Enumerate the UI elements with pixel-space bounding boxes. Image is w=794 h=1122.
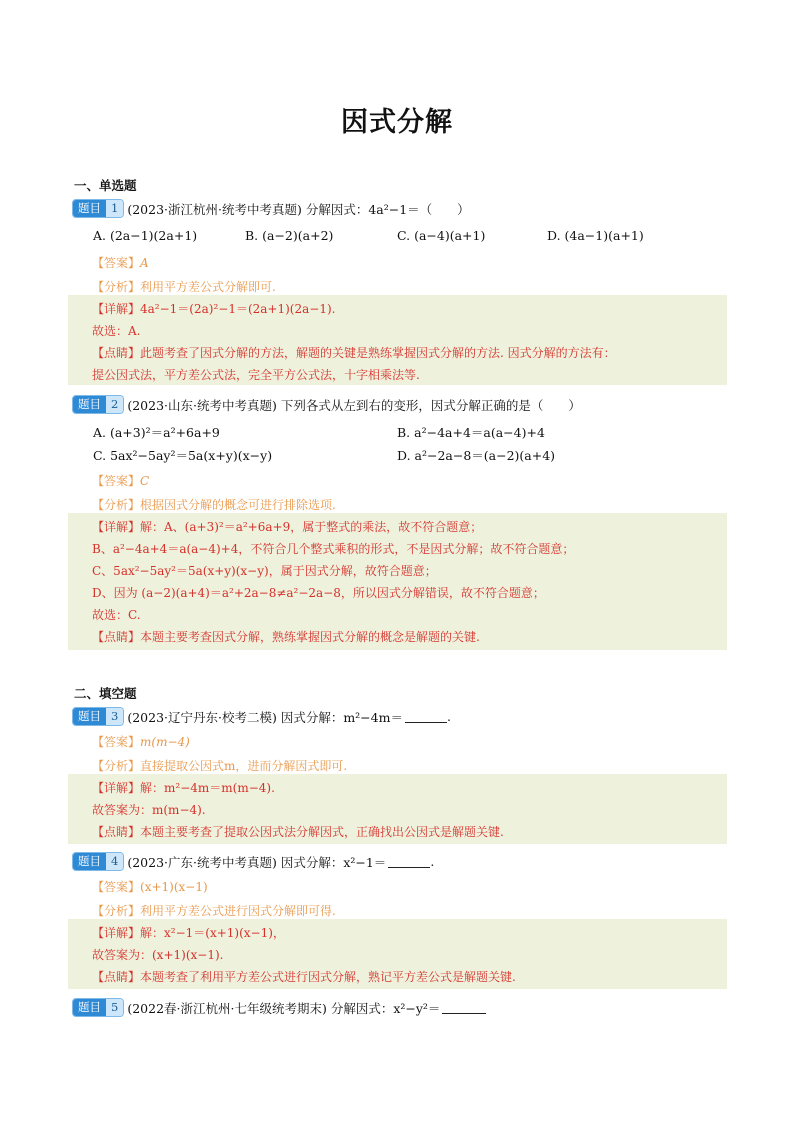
- question-badge: 题目 1: [72, 199, 124, 218]
- detail-line-b: B、a²−4a+4＝a(a−4)+4，不符合几个整式乘积的形式，不是因式分解；故不符合题意；: [92, 542, 575, 556]
- choose-line: 故选：C.: [92, 608, 141, 622]
- option-b: B. a²−4a+4＝a(a−4)+4: [397, 425, 545, 440]
- answer-line: 【答案】A: [92, 256, 149, 270]
- section-heading-single-choice: 一、单选题: [74, 178, 137, 193]
- answer-line: 【答案】m(m−4): [92, 735, 190, 749]
- question-2: [72, 395, 581, 414]
- answer-blank[interactable]: [442, 1002, 486, 1014]
- option-d: D. (4a−1)(a+1): [547, 228, 644, 243]
- comment-line: 【点睛】本题考查了利用平方差公式进行因式分解，熟记平方差公式是解题关键.: [92, 970, 516, 984]
- question-badge: 题目 5: [72, 998, 124, 1017]
- option-a: A. (a+3)²＝a²+6a+9: [93, 425, 220, 440]
- detail-line-c: C、5ax²−5ay²＝5a(x+y)(x−y)，属于因式分解，故符合题意；: [92, 564, 437, 578]
- detail-box: [68, 295, 727, 385]
- question-text: (2023·广东·统考中考真题) 因式分解：x²−1＝: [127, 854, 387, 870]
- question-1: [72, 199, 470, 218]
- question-4: 题目 4 (2023·广东·统考中考真题) 因式分解：x²−1＝ .: [72, 852, 434, 871]
- choose-line: 故选：A.: [92, 324, 141, 338]
- choose-line: 故答案为：(x+1)(x−1).: [92, 948, 224, 962]
- page-title: 因式分解: [341, 107, 453, 138]
- comment-line: 【点睛】本题主要考查了提取公因式法分解因式，正确找出公因式是解题关键.: [92, 825, 504, 839]
- choose-line: 故答案为：m(m−4).: [92, 803, 206, 817]
- option-c: C. 5ax²−5ay²＝5a(x+y)(x−y): [93, 448, 273, 463]
- detail-box: [68, 774, 727, 844]
- comment-line: 【点睛】本题主要考查因式分解，熟练掌握因式分解的概念是解题的关键.: [92, 630, 480, 644]
- detail-line: 【详解】4a²−1＝(2a)²−1＝(2a+1)(2a−1).: [92, 302, 336, 316]
- question-text: (2022春·浙江杭州·七年级统考期末) 分解因式：x²−y²＝: [127, 1000, 441, 1016]
- detail-box: [68, 919, 727, 989]
- detail-line: 【详解】解：x²−1＝(x+1)(x−1)，: [92, 926, 285, 940]
- comment-line-2: 提公因式法，平方差公式法，完全平方公式法，十字相乘法等.: [92, 368, 420, 382]
- analysis-line: 【分析】利用平方差公式进行因式分解即可得.: [92, 904, 336, 918]
- analysis-line: 【分析】利用平方差公式分解即可.: [92, 280, 276, 294]
- answer-line: 【答案】(x+1)(x−1): [92, 880, 208, 894]
- question-text: (2023·山东·统考中考真题) 下列各式从左到右的变形，因式分解正确的是（ ）: [127, 397, 581, 413]
- answer-line: 【答案】C: [92, 474, 150, 488]
- detail-line-d: D、因为 (a−2)(a+4)＝a²+2a−8≠a²−2a−8，所以因式分解错误，故不符合题意；: [92, 586, 545, 600]
- analysis-line: 【分析】根据因式分解的概念可进行排除选项.: [92, 498, 336, 512]
- question-3: 题目 3 (2023·辽宁丹东·校考二模) 因式分解：m²−4m＝ .: [72, 707, 451, 726]
- question-5: [72, 998, 486, 1017]
- question-badge: 题目 3: [72, 707, 124, 726]
- detail-box: [68, 513, 727, 650]
- section-heading-fill-blank: 二、填空题: [74, 686, 137, 701]
- answer-blank[interactable]: [388, 856, 430, 868]
- option-a: A. (2a−1)(2a+1): [93, 228, 198, 243]
- option-c: C. (a−4)(a+1): [397, 228, 486, 243]
- question-badge: 题目 4: [72, 852, 124, 871]
- detail-line: 【详解】解：m²−4m＝m(m−4).: [92, 781, 275, 795]
- option-b: B. (a−2)(a+2): [245, 228, 334, 243]
- question-text: (2023·浙江杭州·统考中考真题) 分解因式：4a²−1＝（ ）: [127, 201, 470, 217]
- question-badge: 题目 2: [72, 395, 124, 414]
- question-text: (2023·辽宁丹东·校考二模) 因式分解：m²−4m＝: [127, 709, 403, 725]
- option-d: D. a²−2a−8＝(a−2)(a+4): [397, 448, 556, 463]
- analysis-line: 【分析】直接提取公因式m，进而分解因式即可.: [92, 759, 348, 773]
- answer-blank[interactable]: [405, 711, 447, 723]
- comment-line: 【点睛】此题考查了因式分解的方法，解题的关键是熟练掌握因式分解的方法. 因式分解的方法有：: [92, 346, 616, 360]
- detail-line: 【详解】解：A、(a+3)²＝a²+6a+9，属于整式的乘法，故不符合题意；: [92, 520, 483, 534]
